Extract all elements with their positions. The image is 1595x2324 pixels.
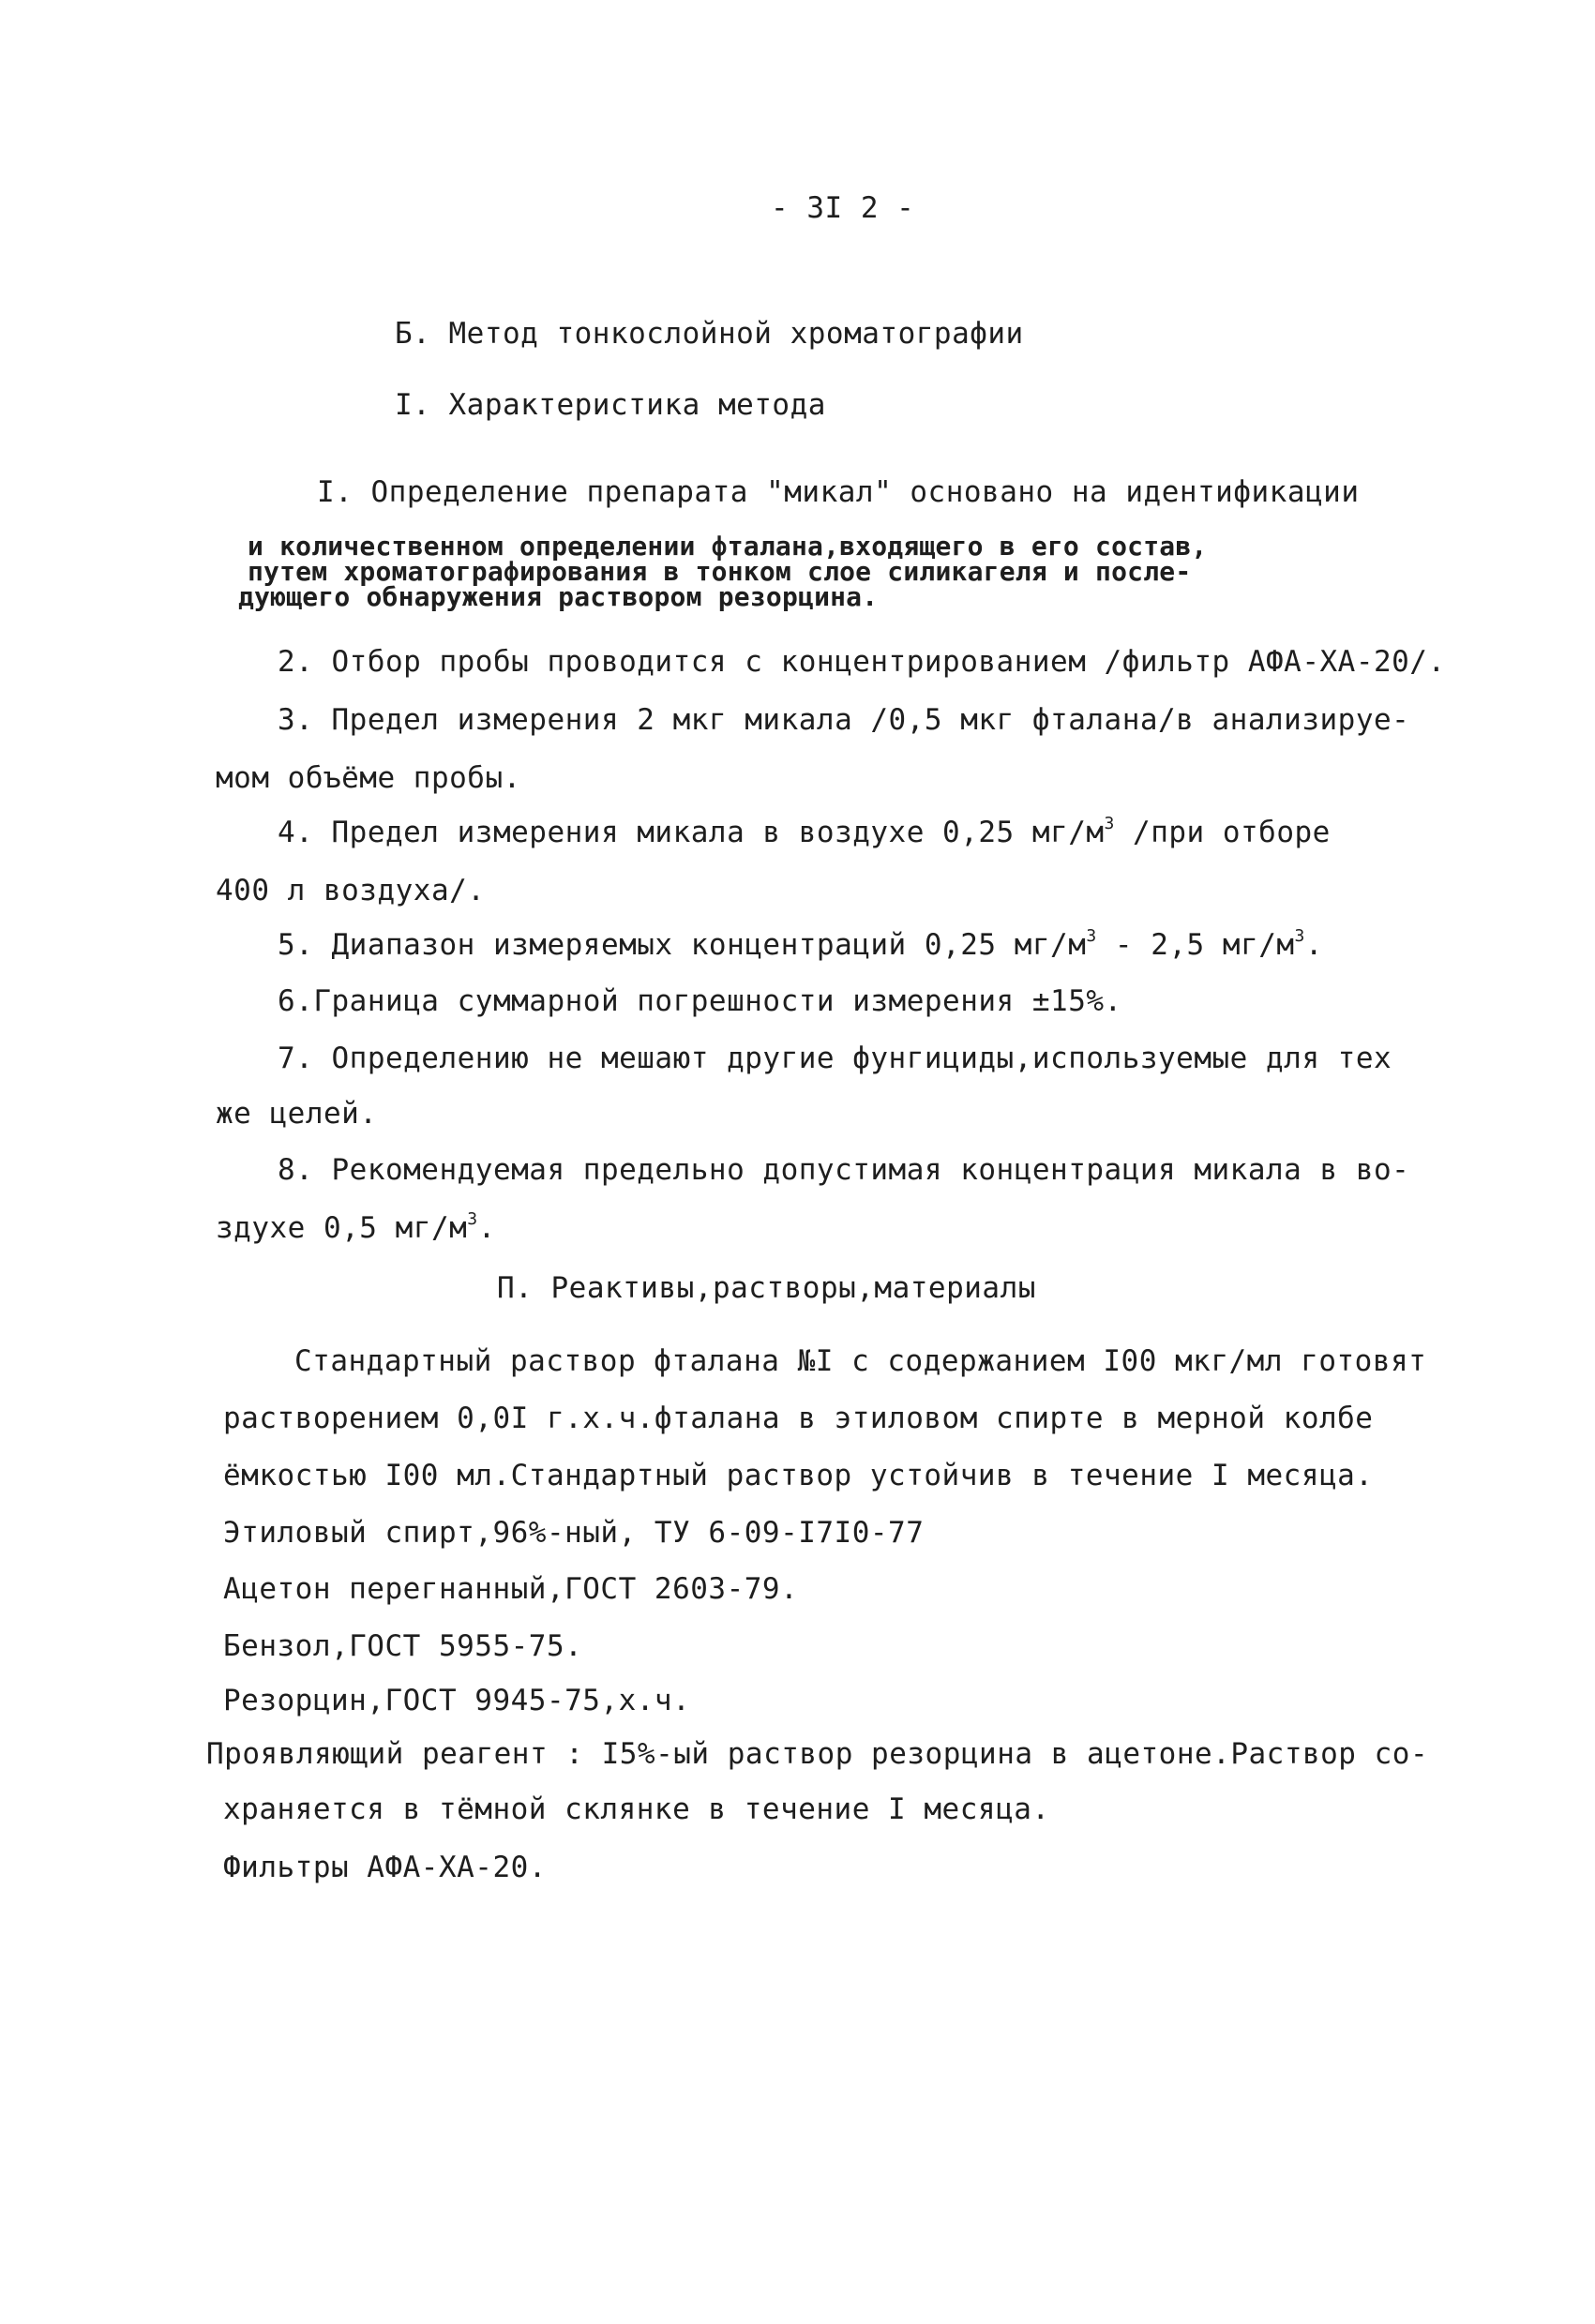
section-2-heading: П. Реактивы,растворы,материалы <box>497 1271 1036 1305</box>
item-5-text-b: - 2,5 мг/м <box>1096 928 1295 962</box>
reagents-line-3: ёмкостью I00 мл.Стандартный раствор устойчив в течение I месяца. <box>223 1459 1374 1492</box>
item-4-superscript: 3 <box>1104 814 1115 833</box>
item-4-text-b: /при отборе <box>1114 816 1331 849</box>
item-8-text-a: здухе 0,5 мг/м <box>216 1211 468 1245</box>
item-2-line-1: 2. Отбор пробы проводится с концентрированием /фильтр АФА-ХА-20/. <box>278 645 1446 679</box>
reagents-line-5: Ацетон перегнанный,ГОСТ 2603-79. <box>223 1572 799 1606</box>
item-1-line-3: путем хроматографирования в тонком слое силикагеля и после- <box>248 556 1192 587</box>
reagents-line-10: Фильтры АФА-ХА-20. <box>223 1851 547 1884</box>
reagents-line-4: Этиловый спирт,96%-ный, ТУ 6-09-I7I0-77 <box>223 1516 925 1550</box>
item-4-text-a: 4. Предел измерения микала в воздухе 0,25 мг/м <box>278 816 1105 849</box>
item-5-line-1 <box>278 928 1323 962</box>
item-5-text-a: 5. Диапазон измеряемых концентраций 0,25 мг/м <box>278 928 1087 962</box>
item-8-superscript: 3 <box>467 1209 478 1229</box>
section-b-title: Б. Метод тонкослойной хроматографии <box>395 317 1024 351</box>
item-1-line-1: I. Определение препарата "микал" основано на идентификации <box>317 475 1360 509</box>
item-1-line-4: дующего обнаружения раствором резорцина. <box>238 581 879 612</box>
item-5-text-c: . <box>1304 928 1324 962</box>
item-5-superscript-2: 3 <box>1294 926 1305 946</box>
reagents-line-9: храняется в тёмной склянке в течение I месяца. <box>223 1792 1050 1826</box>
item-3-line-2: мом объёме пробы. <box>216 761 521 795</box>
item-8-text-b: . <box>477 1211 496 1245</box>
reagents-line-6: Бензол,ГОСТ 5955-75. <box>223 1629 583 1663</box>
reagents-line-7: Резорцин,ГОСТ 9945-75,х.ч. <box>223 1684 691 1717</box>
item-8-line-1: 8. Рекомендуемая предельно допустимая концентрация микала в во- <box>278 1153 1410 1187</box>
item-6-line-1: 6.Граница суммарной погрешности измерения ±15%. <box>278 984 1122 1018</box>
page-number: - 3I 2 - <box>771 191 915 225</box>
reagents-line-1: Стандартный раствор фталана №I с содержанием I00 мкг/мл готовят <box>294 1344 1427 1378</box>
item-5-superscript-1: 3 <box>1086 926 1097 946</box>
reagents-line-8: Проявляющий реагент : I5%-ый раствор резорцина в ацетоне.Раствор со- <box>206 1737 1429 1771</box>
section-1-heading: I. Характеристика метода <box>395 388 826 422</box>
item-4-line-2: 400 л воздуха/. <box>216 874 486 907</box>
item-1-line-2: и количественном определении фталана,входящего в его состав, <box>248 531 1208 562</box>
item-8-line-2 <box>216 1211 496 1245</box>
item-7-line-1: 7. Определению не мешают другие фунгициды,используемые для тех <box>278 1042 1392 1075</box>
item-3-line-1: 3. Предел измерения 2 мкг микала /0,5 мкг фталана/в анализируе- <box>278 703 1410 737</box>
item-7-line-2: же целей. <box>216 1097 378 1131</box>
reagents-line-2: растворением 0,0I г.х.ч.фталана в этиловом спирте в мерной колбе <box>223 1402 1374 1435</box>
item-4-line-1 <box>278 816 1331 849</box>
